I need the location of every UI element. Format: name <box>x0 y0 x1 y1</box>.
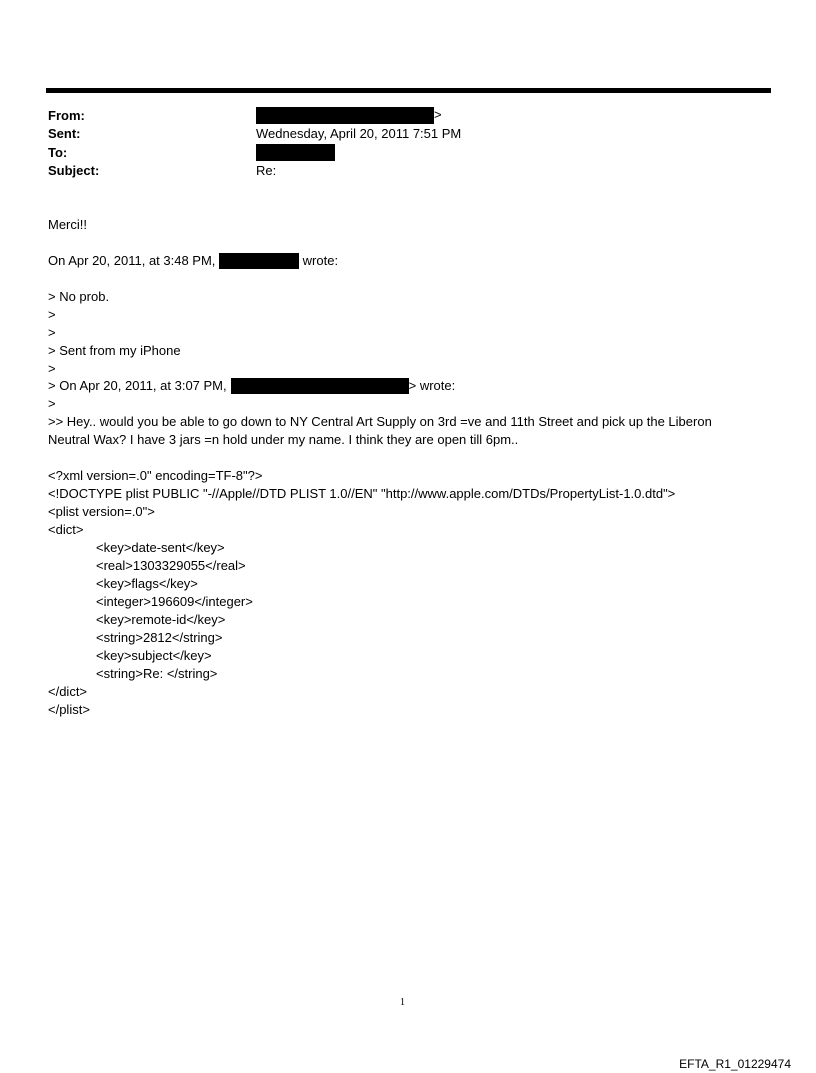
page-number: 1 <box>400 997 405 1008</box>
plist-line: <key>flags</key> <box>96 576 198 591</box>
plist-line: <key>date-sent</key> <box>96 540 225 555</box>
to-label: To: <box>48 145 68 160</box>
greeting: Merci!! <box>48 217 87 232</box>
quote-intro-prefix: On Apr 20, 2011, at 3:48 PM, <box>48 253 216 268</box>
plist-line: <string>2812</string> <box>96 630 223 645</box>
to-value <box>256 144 335 161</box>
plist-line: <dict> <box>48 522 84 537</box>
document-id: EFTA_R1_01229474 <box>679 1057 791 1071</box>
plist-line: </plist> <box>48 702 90 717</box>
plist-line: <!DOCTYPE plist PUBLIC "-//Apple//DTD PLIST 1.0//EN" "http://www.apple.com/DTDs/PropertyList-1.0.dtd"> <box>48 486 676 501</box>
quoted-line: > No prob. <box>48 289 110 304</box>
plist-line: <integer>196609</integer> <box>96 594 253 609</box>
sent-value: Wednesday, April 20, 2011 7:51 PM <box>256 126 462 141</box>
plist-line: <real>1303329055</real> <box>96 558 246 573</box>
quoted-line: > Sent from my iPhone <box>48 343 181 358</box>
quoted-line: > <box>48 307 56 322</box>
quoted-line: > <box>48 361 56 376</box>
quoted-line <box>48 378 455 394</box>
quote-intro-suffix: wrote: <box>302 253 339 268</box>
plist-line: <string>Re: </string> <box>96 666 218 681</box>
quoted-line: > <box>48 325 56 340</box>
quoted-line: > <box>48 396 56 411</box>
quoted-prefix: > On Apr 20, 2011, at 3:07 PM, <box>48 378 227 393</box>
redaction-box <box>256 107 434 124</box>
plist-line: <key>subject</key> <box>96 648 212 663</box>
quoted-line: Neutral Wax? I have 3 jars =n hold under my name. I think they are open till 6pm.. <box>48 432 519 447</box>
redaction-box <box>219 253 299 269</box>
redaction-box <box>231 378 409 394</box>
subject-label: Subject: <box>48 163 100 178</box>
plist-line: <plist version=.0"> <box>48 504 155 519</box>
subject-value: Re: <box>256 163 277 178</box>
redaction-box <box>256 144 335 161</box>
quoted-line: >> Hey.. would you be able to go down to NY Central Art Supply on 3rd =ve and 11th Street and pick up the Liberon <box>48 414 712 429</box>
plist-line: </dict> <box>48 684 88 699</box>
header-rule <box>46 88 771 93</box>
from-label: From: <box>48 108 85 123</box>
quoted-suffix: > wrote: <box>408 378 456 393</box>
quote-intro <box>48 253 338 269</box>
sent-label: Sent: <box>48 126 81 141</box>
from-suffix: > <box>434 107 442 122</box>
plist-line: <?xml version=.0" encoding=TF-8"?> <box>48 468 263 483</box>
from-value <box>256 107 442 124</box>
plist-line: <key>remote-id</key> <box>96 612 226 627</box>
